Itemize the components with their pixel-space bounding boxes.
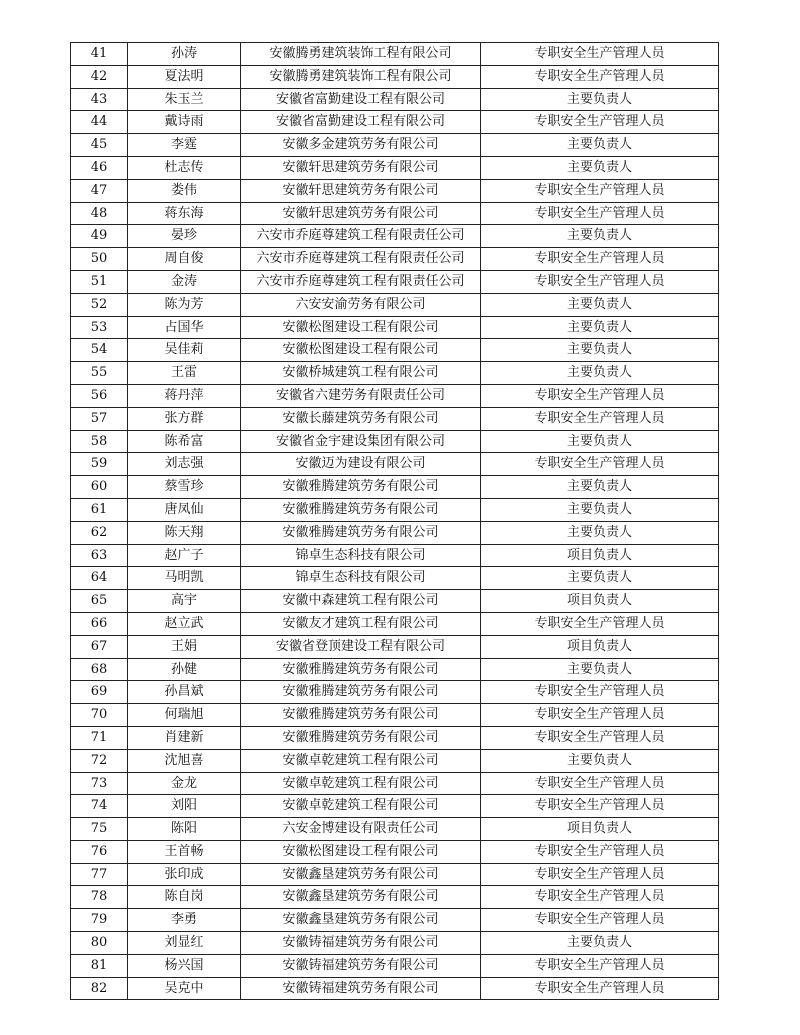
row-number: 54 — [71, 339, 128, 362]
company-name: 安徽铸福建筑劳务有限公司 — [241, 932, 481, 955]
company-name: 安徽腾勇建筑装饰工程有限公司 — [241, 43, 481, 66]
row-number: 70 — [71, 704, 128, 727]
company-name: 六安安渝劳务有限公司 — [241, 293, 481, 316]
row-number: 43 — [71, 88, 128, 111]
person-name: 肖建新 — [128, 726, 241, 749]
role-title: 主要负责人 — [481, 134, 719, 157]
role-title: 项目负责人 — [481, 635, 719, 658]
role-title: 专职安全生产管理人员 — [481, 772, 719, 795]
person-name: 刘显红 — [128, 932, 241, 955]
role-title: 主要负责人 — [481, 362, 719, 385]
row-number: 76 — [71, 840, 128, 863]
role-title: 专职安全生产管理人员 — [481, 977, 719, 1000]
person-name: 陈自岗 — [128, 886, 241, 909]
row-number: 58 — [71, 430, 128, 453]
row-number: 75 — [71, 818, 128, 841]
table-row — [71, 977, 719, 1000]
table-row — [71, 156, 719, 179]
role-title: 专职安全生产管理人员 — [481, 795, 719, 818]
table-row — [71, 726, 719, 749]
person-name: 占国华 — [128, 316, 241, 339]
table-row — [71, 476, 719, 499]
person-name: 杜志传 — [128, 156, 241, 179]
row-number: 66 — [71, 612, 128, 635]
row-number: 80 — [71, 932, 128, 955]
personnel-table-body — [71, 43, 719, 1000]
table-row — [71, 932, 719, 955]
role-title: 专职安全生产管理人员 — [481, 407, 719, 430]
company-name: 安徽鑫垦建筑劳务有限公司 — [241, 886, 481, 909]
company-name: 安徽雅腾建筑劳务有限公司 — [241, 521, 481, 544]
row-number: 63 — [71, 544, 128, 567]
table-row — [71, 316, 719, 339]
person-name: 周自俊 — [128, 248, 241, 271]
person-name: 赵广子 — [128, 544, 241, 567]
person-name: 金涛 — [128, 270, 241, 293]
person-name: 刘阳 — [128, 795, 241, 818]
role-title: 主要负责人 — [481, 88, 719, 111]
person-name: 吴佳莉 — [128, 339, 241, 362]
table-row — [71, 339, 719, 362]
table-row — [71, 886, 719, 909]
person-name: 朱玉兰 — [128, 88, 241, 111]
row-number: 48 — [71, 202, 128, 225]
role-title: 主要负责人 — [481, 498, 719, 521]
role-title: 专职安全生产管理人员 — [481, 453, 719, 476]
role-title: 专职安全生产管理人员 — [481, 863, 719, 886]
row-number: 56 — [71, 384, 128, 407]
table-row — [71, 407, 719, 430]
company-name: 安徽轩思建筑劳务有限公司 — [241, 156, 481, 179]
row-number: 42 — [71, 65, 128, 88]
person-name: 娄伟 — [128, 179, 241, 202]
table-row — [71, 521, 719, 544]
person-name: 唐凤仙 — [128, 498, 241, 521]
table-row — [71, 111, 719, 134]
role-title: 项目负责人 — [481, 818, 719, 841]
table-row — [71, 179, 719, 202]
table-row — [71, 795, 719, 818]
company-name: 安徽松图建设工程有限公司 — [241, 316, 481, 339]
table-row — [71, 840, 719, 863]
role-title: 主要负责人 — [481, 521, 719, 544]
role-title: 专职安全生产管理人员 — [481, 111, 719, 134]
person-name: 马明凯 — [128, 567, 241, 590]
company-name: 安徽雅腾建筑劳务有限公司 — [241, 498, 481, 521]
person-name: 陈希富 — [128, 430, 241, 453]
role-title: 专职安全生产管理人员 — [481, 65, 719, 88]
role-title: 主要负责人 — [481, 567, 719, 590]
company-name: 安徽多金建筑劳务有限公司 — [241, 134, 481, 157]
row-number: 77 — [71, 863, 128, 886]
company-name: 安徽铸福建筑劳务有限公司 — [241, 977, 481, 1000]
role-title: 专职安全生产管理人员 — [481, 43, 719, 66]
row-number: 61 — [71, 498, 128, 521]
company-name: 安徽雅腾建筑劳务有限公司 — [241, 726, 481, 749]
company-name: 安徽桥城建筑工程有限公司 — [241, 362, 481, 385]
company-name: 安徽鑫垦建筑劳务有限公司 — [241, 863, 481, 886]
person-name: 蔡雪珍 — [128, 476, 241, 499]
row-number: 73 — [71, 772, 128, 795]
person-name: 何瑞旭 — [128, 704, 241, 727]
person-name: 李霆 — [128, 134, 241, 157]
table-row — [71, 590, 719, 613]
person-name: 孙涛 — [128, 43, 241, 66]
row-number: 62 — [71, 521, 128, 544]
role-title: 专职安全生产管理人员 — [481, 681, 719, 704]
person-name: 王雷 — [128, 362, 241, 385]
company-name: 六安市乔庭尊建筑工程有限责任公司 — [241, 270, 481, 293]
row-number: 79 — [71, 909, 128, 932]
table-row — [71, 772, 719, 795]
row-number: 45 — [71, 134, 128, 157]
table-row — [71, 658, 719, 681]
role-title: 主要负责人 — [481, 293, 719, 316]
company-name: 安徽雅腾建筑劳务有限公司 — [241, 658, 481, 681]
person-name: 高宇 — [128, 590, 241, 613]
row-number: 51 — [71, 270, 128, 293]
table-row — [71, 909, 719, 932]
role-title: 项目负责人 — [481, 590, 719, 613]
role-title: 主要负责人 — [481, 749, 719, 772]
row-number: 44 — [71, 111, 128, 134]
person-name: 沈旭喜 — [128, 749, 241, 772]
table-row — [71, 248, 719, 271]
person-name: 张方群 — [128, 407, 241, 430]
company-name: 安徽省富勤建设工程有限公司 — [241, 88, 481, 111]
company-name: 安徽松图建设工程有限公司 — [241, 840, 481, 863]
company-name: 安徽卓乾建筑工程有限公司 — [241, 795, 481, 818]
person-name: 杨兴国 — [128, 954, 241, 977]
row-number: 71 — [71, 726, 128, 749]
company-name: 安徽中森建筑工程有限公司 — [241, 590, 481, 613]
row-number: 72 — [71, 749, 128, 772]
company-name: 安徽省六建劳务有限责任公司 — [241, 384, 481, 407]
role-title: 主要负责人 — [481, 316, 719, 339]
company-name: 安徽雅腾建筑劳务有限公司 — [241, 704, 481, 727]
row-number: 55 — [71, 362, 128, 385]
role-title: 专职安全生产管理人员 — [481, 840, 719, 863]
role-title: 专职安全生产管理人员 — [481, 179, 719, 202]
row-number: 74 — [71, 795, 128, 818]
company-name: 安徽省登顶建设工程有限公司 — [241, 635, 481, 658]
role-title: 专职安全生产管理人员 — [481, 886, 719, 909]
table-row — [71, 362, 719, 385]
company-name: 安徽轩思建筑劳务有限公司 — [241, 202, 481, 225]
company-name: 安徽长藤建筑劳务有限公司 — [241, 407, 481, 430]
person-name: 赵立武 — [128, 612, 241, 635]
person-name: 吴克中 — [128, 977, 241, 1000]
table-row — [71, 202, 719, 225]
company-name: 安徽轩思建筑劳务有限公司 — [241, 179, 481, 202]
person-name: 陈为芳 — [128, 293, 241, 316]
row-number: 65 — [71, 590, 128, 613]
person-name: 张印成 — [128, 863, 241, 886]
company-name: 六安金博建设有限责任公司 — [241, 818, 481, 841]
role-title: 主要负责人 — [481, 476, 719, 499]
table-row — [71, 954, 719, 977]
person-name: 金龙 — [128, 772, 241, 795]
company-name: 安徽铸福建筑劳务有限公司 — [241, 954, 481, 977]
person-name: 孙昌斌 — [128, 681, 241, 704]
row-number: 53 — [71, 316, 128, 339]
personnel-table — [70, 42, 719, 1000]
role-title: 主要负责人 — [481, 156, 719, 179]
company-name: 安徽迈为建设有限公司 — [241, 453, 481, 476]
person-name: 李勇 — [128, 909, 241, 932]
company-name: 锦卓生态科技有限公司 — [241, 567, 481, 590]
table-row — [71, 43, 719, 66]
role-title: 主要负责人 — [481, 225, 719, 248]
row-number: 49 — [71, 225, 128, 248]
role-title: 专职安全生产管理人员 — [481, 909, 719, 932]
role-title: 专职安全生产管理人员 — [481, 954, 719, 977]
role-title: 专职安全生产管理人员 — [481, 384, 719, 407]
person-name: 陈天翔 — [128, 521, 241, 544]
company-name: 安徽松图建设工程有限公司 — [241, 339, 481, 362]
row-number: 60 — [71, 476, 128, 499]
row-number: 82 — [71, 977, 128, 1000]
person-name: 孙健 — [128, 658, 241, 681]
role-title: 主要负责人 — [481, 932, 719, 955]
role-title: 专职安全生产管理人员 — [481, 612, 719, 635]
table-row — [71, 384, 719, 407]
row-number: 67 — [71, 635, 128, 658]
role-title: 专职安全生产管理人员 — [481, 726, 719, 749]
row-number: 69 — [71, 681, 128, 704]
role-title: 专职安全生产管理人员 — [481, 248, 719, 271]
table-row — [71, 293, 719, 316]
role-title: 专职安全生产管理人员 — [481, 202, 719, 225]
company-name: 安徽雅腾建筑劳务有限公司 — [241, 681, 481, 704]
table-row — [71, 818, 719, 841]
row-number: 57 — [71, 407, 128, 430]
row-number: 46 — [71, 156, 128, 179]
row-number: 68 — [71, 658, 128, 681]
person-name: 戴诗雨 — [128, 111, 241, 134]
company-name: 安徽雅腾建筑劳务有限公司 — [241, 476, 481, 499]
company-name: 锦卓生态科技有限公司 — [241, 544, 481, 567]
row-number: 64 — [71, 567, 128, 590]
person-name: 夏法明 — [128, 65, 241, 88]
company-name: 六安市乔庭尊建筑工程有限责任公司 — [241, 225, 481, 248]
table-row — [71, 612, 719, 635]
row-number: 52 — [71, 293, 128, 316]
company-name: 安徽鑫垦建筑劳务有限公司 — [241, 909, 481, 932]
table-row — [71, 567, 719, 590]
person-name: 蒋东海 — [128, 202, 241, 225]
row-number: 59 — [71, 453, 128, 476]
role-title: 专职安全生产管理人员 — [481, 704, 719, 727]
person-name: 晏珍 — [128, 225, 241, 248]
person-name: 王娟 — [128, 635, 241, 658]
table-row — [71, 498, 719, 521]
role-title: 主要负责人 — [481, 658, 719, 681]
role-title: 项目负责人 — [481, 544, 719, 567]
row-number: 47 — [71, 179, 128, 202]
table-row — [71, 134, 719, 157]
row-number: 41 — [71, 43, 128, 66]
company-name: 安徽省富勤建设工程有限公司 — [241, 111, 481, 134]
table-row — [71, 681, 719, 704]
table-row — [71, 225, 719, 248]
table-row — [71, 88, 719, 111]
role-title: 主要负责人 — [481, 430, 719, 453]
row-number: 81 — [71, 954, 128, 977]
role-title: 专职安全生产管理人员 — [481, 270, 719, 293]
person-name: 蒋丹萍 — [128, 384, 241, 407]
person-name: 王首畅 — [128, 840, 241, 863]
company-name: 安徽腾勇建筑装饰工程有限公司 — [241, 65, 481, 88]
table-row — [71, 704, 719, 727]
company-name: 六安市乔庭尊建筑工程有限责任公司 — [241, 248, 481, 271]
table-row — [71, 635, 719, 658]
company-name: 安徽卓乾建筑工程有限公司 — [241, 772, 481, 795]
row-number: 50 — [71, 248, 128, 271]
person-name: 陈阳 — [128, 818, 241, 841]
table-row — [71, 453, 719, 476]
table-row — [71, 749, 719, 772]
row-number: 78 — [71, 886, 128, 909]
table-row — [71, 270, 719, 293]
company-name: 安徽友才建筑工程有限公司 — [241, 612, 481, 635]
table-row — [71, 430, 719, 453]
table-row — [71, 65, 719, 88]
company-name: 安徽省金宇建设集团有限公司 — [241, 430, 481, 453]
role-title: 主要负责人 — [481, 339, 719, 362]
person-name: 刘志强 — [128, 453, 241, 476]
table-row — [71, 863, 719, 886]
company-name: 安徽卓乾建筑工程有限公司 — [241, 749, 481, 772]
table-row — [71, 544, 719, 567]
